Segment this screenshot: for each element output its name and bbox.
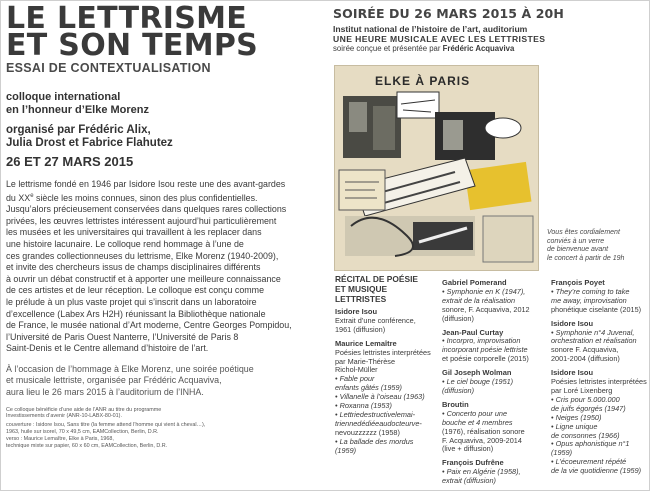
program-line: • Symphonie en K (1947), — [442, 286, 526, 296]
program-line: • Opus aphonistique n°1 (1959) — [551, 439, 630, 458]
program-line: • Villanelle à l’oiseau (1963) — [335, 392, 425, 402]
footnote-line: Investissements d’avenir (ANR-10-LABX-80-01). — [6, 413, 122, 420]
program-line: • Neiges (1950) — [551, 412, 602, 422]
title-line-1: LE LETTRISME — [6, 1, 248, 36]
program-line: et poésie corporelle (2015) — [442, 354, 529, 364]
program-line: • Incorpro, improvisation — [442, 336, 521, 346]
program-line: • Symphonie n°4 Juvenal, — [551, 327, 635, 337]
program-line: (live + diffusion) — [442, 444, 494, 454]
program-line: (diffusion) — [442, 385, 475, 395]
colloque-line-2: en l’honneur d’Elke Morenz — [6, 103, 150, 116]
recital-title-line: RÉCITAL DE POÉSIE — [335, 274, 418, 284]
program-line: triennedédiéeaudocteurve- — [335, 418, 422, 428]
performer-name: François Poyet — [551, 278, 605, 287]
program-line: (1959) — [335, 445, 357, 455]
caption-line: conviés à un verre — [547, 237, 605, 245]
intro-paragraph — [6, 179, 324, 355]
conceived-line — [333, 44, 545, 54]
venue-info — [333, 24, 545, 54]
performer-name: François Dufrêne — [442, 458, 504, 468]
colloque-line-1: colloque international — [6, 91, 121, 103]
footnote-line: verso : Maurice Lemaître, Elke à Paris, 1968, — [6, 435, 114, 442]
program-line: (diffusion) — [442, 313, 474, 323]
announce-line: À l’occasion de l’hommage à Elke Morenz, une soirée poétique — [6, 363, 254, 374]
evening-title: SOIRÉE DU 26 MARS 2015 À 20H — [333, 6, 564, 21]
colloque-dates: 26 ET 27 MARS 2015 — [6, 154, 134, 169]
program-line: extrait (diffusion) — [442, 476, 496, 486]
body-line: Jusqu’alors précieusement conservées dans quelques rares collections — [6, 204, 287, 215]
program-column-2 — [442, 279, 547, 486]
program-line: par Marie-Thérèse — [335, 356, 396, 366]
program-line: de juifs égorgés (1947) — [551, 403, 626, 413]
program-line: enfants gâtés (1959) — [335, 383, 402, 393]
program-line: • Ligne unique — [551, 421, 598, 431]
footnote-line: technique mixte sur papier, 60 x 60 cm, EAMCollection, Berlin, D.R. — [6, 442, 168, 449]
program-line: nevouzzzzzz (1958) — [335, 427, 400, 437]
body-line: le prélude à un plus vaste projet qui s’inscrit dans un laboratoire — [6, 296, 257, 307]
program-line: Extrait d’une conférence, — [335, 315, 416, 325]
program-column-3 — [551, 279, 649, 476]
performer-name: Broutin — [442, 399, 469, 409]
body-line: Le lettrisme fondé en 1946 par Isidore Isou reste une des avant-gardes — [6, 179, 286, 189]
program-line: phonétique ciselante (2015) — [551, 304, 642, 314]
program-line: • Paix en Algérie (1958), — [442, 467, 521, 477]
program-line: me away, improvisation — [551, 295, 627, 305]
venue-line: Institut national de l’histoire de l’art, auditorium — [333, 24, 528, 34]
body-line-rest: siècle les moins connues, sinon des plus confidentielles. — [36, 192, 258, 203]
program-line: Richol-Müller — [335, 365, 378, 375]
body-line: à ouvrir un débat constructif et à apporter une meilleure connaissance — [6, 273, 281, 284]
colloque-heading — [6, 91, 324, 116]
body-line-prefix: du XX — [6, 192, 31, 203]
performer-name: Isidore Isou — [335, 307, 378, 316]
collage-paper-strip — [397, 92, 439, 118]
conceived-name: Frédéric Acquaviva — [442, 44, 515, 53]
body-line: ces grandes collectionneuses du lettrisme, Elke Morenz (1940-2009), — [6, 250, 279, 261]
program-line: Poésies lettristes interprétées — [335, 347, 431, 357]
program-line: de la vie quotidienne (1959) — [551, 466, 642, 476]
footnote-line: couverture : Isidore Isou, Sans titre (la femme attend l’homme qui vient à cheval…), — [6, 422, 206, 429]
program-line: • Concerto pour une — [442, 408, 508, 418]
program-line: • Roxanna (1953) — [335, 401, 392, 411]
caption-line: de bienvenue avant — [547, 246, 609, 254]
caption-line: Vous êtes cordialement — [547, 229, 620, 236]
collage-window — [349, 102, 367, 132]
program-line: • They’re coming to take — [551, 286, 630, 296]
collage-speech-bubble — [485, 118, 521, 138]
body-line: une histoire lacunaire. Le colloque rend hommage à l’une de — [6, 238, 244, 249]
program-line: incorporant poésie lettriste — [442, 345, 528, 355]
program-line: (1976), réalisation sonore — [442, 426, 525, 436]
performer-name: Gil Joseph Wolman — [442, 368, 512, 378]
collage-figure — [443, 120, 463, 150]
century-suffix: e — [30, 192, 34, 199]
performer-name: Isidore Isou — [551, 368, 594, 378]
caption-line: le concert à partir de 19h — [547, 254, 625, 262]
credits-footnote — [6, 407, 324, 450]
announce-line: et musicale lettriste, organisée par Frédéric Acquaviva, — [6, 375, 222, 386]
subtitle: ESSAI DE CONTEXTUALISATION — [6, 61, 211, 75]
program-line: par Loré Lixenberg — [551, 385, 613, 395]
body-line: d’excellence (Labex Ars H2H) réunissant la Bibliothèque nationale — [6, 308, 266, 319]
body-line: et invite des chercheurs issus de champs disciplinaires différents — [6, 262, 261, 273]
recital-title-line: LETTRISTES — [335, 293, 387, 304]
program-line: sonore, F. Acquaviva, 2012 — [442, 304, 530, 314]
body-line — [6, 191, 324, 205]
program-line: 2001-2004 (diffusion) — [551, 354, 620, 364]
body-line: privées, les œuvres lettristes intéressent aujourd’hui particulièrement — [6, 215, 277, 226]
performer-name: Jean-Paul Curtay — [442, 327, 504, 337]
program-line: F. Acquaviva, 2009-2014 — [442, 435, 522, 445]
performer-name: Isidore Isou — [551, 318, 594, 328]
collage-window — [373, 106, 395, 150]
program-line: • L’écoeurement répété — [551, 457, 627, 467]
program-line: orchestration et réalisation — [551, 336, 637, 346]
program-line: • Le ciel bouge (1951) — [442, 377, 514, 387]
program-line: • Lettriedestructivelemai- — [335, 409, 416, 419]
program-column-1 — [335, 308, 440, 456]
evening-announcement — [6, 364, 324, 399]
program-line: Poésies lettristes interprétées — [551, 377, 647, 387]
recital-title-line: ET MUSIQUE — [335, 283, 388, 294]
poster-title: ELKE À PARIS — [375, 74, 471, 88]
announce-line: aura lieu le 26 mars 2015 à l’auditorium de l’INHA. — [6, 387, 204, 398]
organizers-line-1: organisé par Frédéric Alix, — [6, 124, 151, 136]
body-line: les musées et les universitaires qui travaillent à les replacer dans — [6, 227, 262, 238]
organizers — [6, 124, 324, 150]
left-column — [6, 1, 324, 449]
footnote-line: Ce colloque bénéficie d’une aide de l’ANR au titre du programme — [6, 406, 162, 413]
poster-collage — [335, 66, 540, 272]
program-line: extrait de la réalisation — [442, 295, 516, 305]
poster-artwork — [334, 65, 539, 271]
main-title — [6, 1, 324, 63]
invitation-caption — [547, 229, 647, 263]
collage-side-panel — [483, 216, 533, 262]
program-line: 1961 (diffusion) — [335, 324, 386, 334]
program-line: de consonnes (1966) — [551, 430, 620, 440]
recital-title — [335, 275, 435, 304]
body-line: de ces artistes et de leur réception. Le colloque est conçu comme — [6, 285, 265, 296]
conceived-label: soirée conçue et présentée par — [333, 44, 441, 53]
body-line: de France, le musée national d’Art moderne, Centre Georges Pompidou, — [6, 320, 292, 331]
program-line: • Fable pour — [335, 374, 375, 384]
program-line: sonore F. Acquaviva, — [551, 345, 619, 355]
organizers-line-2: Julia Drost et Fabrice Flahutez — [6, 137, 173, 149]
body-line: Saint-Denis et le Centre allemand d’histoire de l’art. — [6, 343, 209, 354]
program-line: • La ballade des mordus — [335, 436, 414, 446]
program-line: • Cris pour 5.000.000 — [551, 394, 620, 404]
performer-name: Gabriel Pomerand — [442, 278, 507, 287]
title-line-2: ET SON TEMPS — [6, 28, 259, 63]
footnote-line: 1963, huile sur isorel, 70 x 49,5 cm, EAMCollection, Berlin, D.R. — [6, 429, 159, 436]
hour-line: UNE HEURE MUSICALE AVEC LES LETTRISTES — [333, 34, 546, 44]
performer-name: Maurice Lemaître — [335, 338, 397, 348]
program-line: bouche et 4 membres — [442, 417, 513, 427]
body-line: l’Université de Paris Ouest Nanterre, l’Université de Paris 8 — [6, 331, 239, 342]
